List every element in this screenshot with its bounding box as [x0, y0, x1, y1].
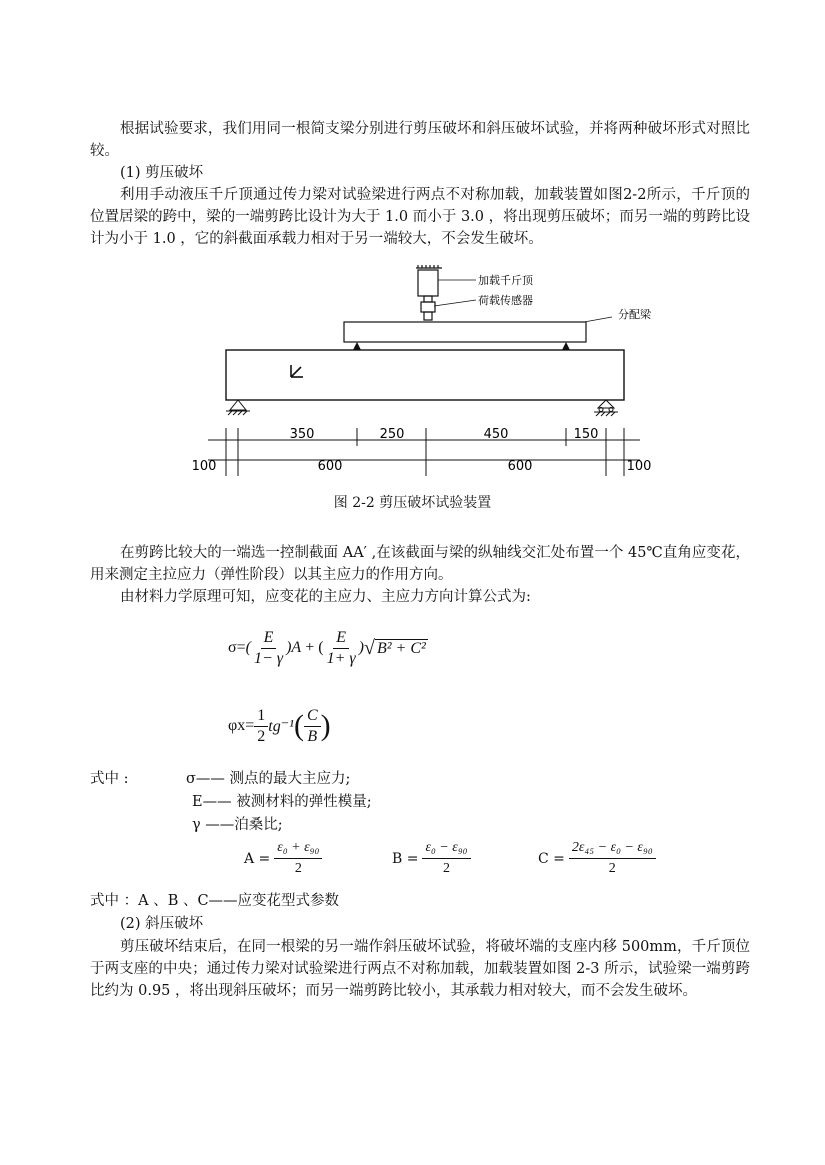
formula-C	[538, 838, 656, 879]
formula-sigma: σ= ( $\frac{E}{1- \gamma}$ ) A + ( $\frac{E}{1+ \gamma}$ ) √ B² + C²	[228, 628, 426, 667]
dim-top-250: 250	[379, 427, 405, 442]
phi-half-num: 1	[254, 706, 268, 727]
dim-bottom-100-right: 100	[626, 459, 652, 474]
A-den: 2	[294, 861, 302, 876]
pin-support-icon	[226, 400, 250, 415]
figure-2-2	[0, 260, 825, 485]
phi-frac-den: B	[307, 727, 318, 745]
C-num: 2ε₄₅ − ε₀ − ε₉₀	[569, 838, 656, 859]
distribution-beam	[344, 322, 586, 342]
section-2-body: 剪压破坏结束后，在同一根梁的另一端作斜压破坏试验，将破坏端的支座内移 500mm，千斤顶位于两支座的中央；通过传力梁对试验梁进行两点不对称加载，加载装置如图 2-3 所示，试验梁一端剪跨比约为 0.95 ，将出现斜压破坏；而另一端剪跨比较小，其承载力相对较大，而不会发生破坏。	[90, 939, 750, 999]
def-gamma: γ ——泊桑比;	[192, 817, 283, 833]
dim-top-450: 450	[483, 427, 509, 442]
section-1-body: 利用手动液压千斤顶通过传力梁对试验梁进行两点不对称加载，加载装置如图2-2所示，千斤顶的位置居梁的跨中，梁的一端剪跨比设计为大于 1.0 而小于 3.0 ，将出现剪压破坏；而另一端的剪跨比设计为小于 1.0 ，它的斜截面承载力相对于另一端较大，不会发生破坏。	[90, 187, 750, 247]
sigma-frac1-num: E	[261, 628, 277, 649]
where-abc: 式中 ：A 、B 、C——应变花型式参数	[90, 893, 340, 909]
def-E: E—— 被测材料的弹性模量;	[192, 794, 372, 810]
test-beam	[226, 350, 624, 400]
section-1-title: (1) 剪压破坏	[120, 165, 204, 181]
strain-rosette-paragraph: 在剪跨比较大的一端选一控制截面 AA′ ,在该截面与梁的纵轴线交汇处布置一个 45℃直角应变花，用来测定主拉应力（弹性阶段）以其主应力的作用方向。	[90, 545, 750, 583]
sigma-sqrt-content: B² + C²	[376, 639, 426, 657]
figure-caption: 图 2-2 剪压破坏试验装置	[333, 495, 492, 511]
phi-half-den: 2	[257, 727, 266, 745]
dim-bottom-600-left: 600	[317, 459, 343, 474]
jack-icon	[416, 265, 442, 320]
B-num: ε₀ − ε₉₀	[422, 838, 470, 859]
sigma-frac1-den: 1− γ	[253, 649, 284, 667]
C-lhs: C =	[538, 850, 565, 867]
label-sensor: 荷载传感器	[478, 294, 533, 307]
label-distribution-beam: 分配梁	[618, 308, 651, 321]
def-sigma: σ—— 测点的最大主应力;	[186, 771, 351, 787]
dim-top-150: 150	[573, 427, 599, 442]
formula-B	[392, 838, 471, 879]
formula-phi: φx= $\frac{1}{2}$ tg⁻¹ ( $\frac{C}{B}$ )	[228, 706, 331, 745]
phi-frac-num: C	[304, 706, 321, 727]
A-lhs: A =	[244, 850, 271, 867]
dim-bottom-100-left: 100	[191, 459, 217, 474]
roller-right	[562, 342, 570, 350]
sigma-A: A	[291, 639, 302, 656]
formula-A	[244, 838, 322, 879]
section-marker-icon	[291, 365, 303, 377]
phi-lhs: φx=	[228, 717, 255, 734]
label-jack: 加载千斤顶	[478, 274, 533, 287]
B-den: 2	[443, 861, 451, 876]
sigma-frac2-den: 1+ γ	[326, 649, 356, 667]
dim-bottom-600-right: 600	[507, 459, 533, 474]
A-num: ε₀ + ε₉₀	[274, 838, 322, 859]
where-label: 式中 :	[90, 771, 129, 787]
intro-paragraph: 根据试验要求，我们用同一根简支梁分别进行剪压破坏和斜压破坏试验，并将两种破坏形式对照比较。	[90, 121, 750, 159]
phi-tg: tg⁻¹	[268, 718, 294, 735]
section-2-title: (2) 斜压破坏	[120, 916, 204, 932]
formula-intro: 由材料力学原理可知，应变花的主应力、主应力方向计算公式为:	[120, 589, 531, 605]
roller-support-icon	[594, 400, 618, 416]
roller-left	[353, 342, 361, 350]
sigma-frac2-num: E	[333, 628, 349, 649]
B-lhs: B =	[392, 850, 419, 867]
C-den: 2	[608, 861, 616, 876]
sigma-lhs: σ=	[228, 639, 246, 656]
dim-top-350: 350	[289, 427, 315, 442]
